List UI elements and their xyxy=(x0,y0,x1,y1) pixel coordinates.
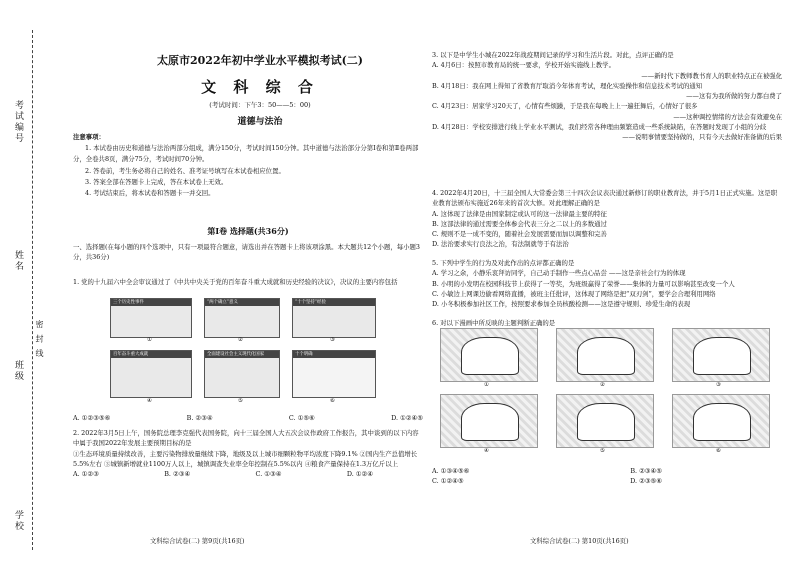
cartoon-image xyxy=(672,328,770,382)
name-label: 姓名 xyxy=(13,250,23,272)
image-caption: ① xyxy=(147,337,152,343)
question-2-stem: 2. 2022年3月5日上午，国务院总理李克强代表国务院，向十三届全国人大五次会议作政府工作报告，其中谈到的以下内容中属于我国2022年发展主要预期目标的是 xyxy=(73,429,419,448)
option: D. ①②④ xyxy=(346,470,373,478)
notes-title: 注意事项： xyxy=(73,133,105,141)
exam-title: 太原市2022年初中学业水平模拟考试(二) xyxy=(156,54,364,67)
cartoon-image xyxy=(556,328,654,382)
option: B. 小明的小发明在校园科技节上获得了一等奖，为班级赢得了荣誉——集体的力量可以影响甚至改变一个人 xyxy=(432,279,735,288)
section-instructions: 一、选择题(在每小题的四个选项中，只有一项最符合题意，请选出并在答题卡上将该项涂黑。本大题共12个小题，每小题3分，共36分) xyxy=(73,243,421,262)
cartoon-caption: ⑤ xyxy=(600,448,605,454)
option: A. ①③④⑤⑥ xyxy=(432,467,470,475)
option: C. 小敏边上网课边偷看网络直播，被班主任批评，这体现了网络是把“双刃剑”，要学会合理利用网络 xyxy=(432,289,716,298)
footer-right: 文科综合试卷(二) 第10页(共16页) xyxy=(530,537,629,545)
question-4 xyxy=(432,188,782,250)
note-item: 2. 答卷前，考生务必将自己的姓名、准考证号填写在本试卷相应位置。 xyxy=(85,166,285,175)
seal-label: 密 封 线 xyxy=(35,320,44,360)
image-card: “两个确立”意义 xyxy=(204,298,280,338)
image-caption: ③ xyxy=(330,337,335,343)
question-2 xyxy=(73,428,423,479)
option-comment: ——新时代下教师教书育人的职业特点正在被强化 xyxy=(641,71,782,80)
option: A. ①②③ xyxy=(73,470,99,478)
question-2-options xyxy=(73,469,373,479)
option: A. ①②③⑤⑥ xyxy=(73,414,111,422)
note-item: 3. 答案全部在答题卡上完成，答在本试卷上无效。 xyxy=(85,177,228,186)
option: B. 4月18日：我在网上得知了省教育厅取消今年体育考试，理化实验操作和信息技术考试的通知 xyxy=(432,81,703,90)
section-title: 第Ⅰ卷 选择题(共36分) xyxy=(207,226,289,236)
option: B. ②③④ xyxy=(186,414,213,422)
exam-number-label: 考试编号 xyxy=(13,100,23,144)
cartoon-caption: ③ xyxy=(716,382,721,388)
question-4-stem: 4. 2022年4月20日，十三届全国人大常委会第三十四次会议表决通过新修订的职业教育法，并于5月1日正式实施。这是职业教育法颁布实施近26年来的首次大修。对此理解正确的是 xyxy=(432,189,778,208)
option: C. ①⑤⑥ xyxy=(288,414,315,422)
image-card: 十个明确 xyxy=(292,350,376,398)
subject-title: 文 科 综 合 xyxy=(201,78,319,96)
cartoon-caption: ① xyxy=(484,382,489,388)
option: A. 学习之余，小静乐衷拜访同学，自己动手制作一些点心品尝 ——这是亲社会行为的体现 xyxy=(432,269,686,278)
option: D. 法治要求实行良法之治，有法制就等于有法治 xyxy=(432,240,569,249)
option-comment: ——这种调控情绪的方法会有效避免在 xyxy=(673,112,782,121)
cartoon-caption: ② xyxy=(600,382,605,388)
question-3 xyxy=(432,50,782,142)
cartoon-image xyxy=(440,394,538,448)
option: B. ②③④⑤ xyxy=(630,467,662,475)
option: A. 4月6日：按照市教育局的统一要求，学校开始实施线上教学。 xyxy=(432,61,615,70)
image-caption: ② xyxy=(238,337,243,343)
footer-left: 文科综合试卷(二) 第9页(共16页) xyxy=(150,537,245,545)
option-comment: ——说明事情要坚持做的，只有今天去做好准备做的后果 xyxy=(622,133,782,141)
question-3-stem: 3. 以下是中学生小城在2022年战疫期间记录的学习和生活片段。对此，点评正确的是 xyxy=(432,51,674,59)
question-5-stem: 5. 下列中学生的行为及对此作出的点评都正确的是 xyxy=(432,259,575,267)
binding-margin xyxy=(4,20,44,555)
question-6-options xyxy=(432,466,782,487)
question-1-images xyxy=(110,298,375,410)
option: D. ②③⑤⑥ xyxy=(630,477,662,486)
option: B. 这部法律的通过需要全体参会代表三分之二以上的多数通过 xyxy=(432,219,607,228)
question-1: 1. 党的十九届六中全会审议通过了《中共中央关于党的百年奋斗重大成就和历史经验的决议》，决议的主要内容包括 xyxy=(73,278,398,286)
option: C. ①②④⑤ xyxy=(432,477,464,486)
cartoon-image xyxy=(556,394,654,448)
image-caption: ④ xyxy=(147,398,152,404)
image-card: 百年奋斗重大成就 xyxy=(110,350,192,398)
question-6-stem: 6. 对以下漫画中所反映的主题判断正确的是 xyxy=(432,319,556,327)
option: C. 规则不是一成不变的，随着社会发展需要而加以调整和完善 xyxy=(432,230,607,238)
option: B. ②③④ xyxy=(164,470,191,478)
option: D. 小冬积极参加社区工作，按照要求参加全员核酸检测——这是遵守规则、珍爱生命的表现 xyxy=(432,300,691,308)
part-title: 道德与法治 xyxy=(237,117,283,127)
school-label: 学校 xyxy=(13,510,23,532)
question-6-cartoons xyxy=(440,328,770,456)
image-caption: ⑥ xyxy=(330,398,335,404)
cartoon-caption: ⑥ xyxy=(716,448,721,454)
cartoon-caption: ④ xyxy=(484,448,489,454)
option: D. ①②④⑤ xyxy=(391,414,423,422)
class-label: 班级 xyxy=(13,360,23,382)
option: C. ①③④ xyxy=(255,470,282,478)
question-5 xyxy=(432,258,782,309)
exam-time: (考试时间：下午3：50——5：00) xyxy=(209,101,311,109)
image-caption: ⑤ xyxy=(238,398,243,404)
image-card: 全面建设社会主义现代化国家 xyxy=(204,350,280,398)
note-item: 1. 本试卷由历史和道德与法治两部分组成，满分150分，考试时间150分钟。其中道德与法治部分分第Ⅰ卷和第Ⅱ卷两部分，全卷共8页，满分75分，考试时间70分钟。 xyxy=(73,144,419,164)
seal-line xyxy=(32,30,33,550)
cartoon-image xyxy=(672,394,770,448)
note-item: 4. 考试结束后，将本试卷和答题卡一并交回。 xyxy=(85,189,215,198)
image-card: 三个历史性事件 xyxy=(110,298,192,338)
option: C. 4月23日：居家学习20天了，心情有些烦躁，于是我在每晚上上一遍狂舞后，心情好了很多 xyxy=(432,102,698,111)
image-card: “十个坚持”经验 xyxy=(292,298,376,338)
cartoon-image xyxy=(440,328,538,382)
question-2-items: ①生态环境质量持续改善，主要污染物排放量继续下降，地级及以上城市细颗粒物平均浓度下降9.1% ②国内生产总值增长5.5%左右 ③城镇新增就业1100万人以上，城镇调查失业率全年控制在5.5%以内 ④粮食产量保持在1.3万亿斤以上 xyxy=(73,449,418,468)
notes xyxy=(73,132,423,199)
option: D. 4月28日：学校安排进行线上学业水平测试，我们经常各种理由频繁造成一些系统缺陷，在答题时发现了小组的分歧 xyxy=(432,122,767,131)
question-1-options xyxy=(73,414,423,422)
option-comment: ——这有为我所做的努力都白费了 xyxy=(686,92,782,100)
option: A. 这体现了法律是由国家制定或认可的这一法律最主要的特征 xyxy=(432,209,607,218)
